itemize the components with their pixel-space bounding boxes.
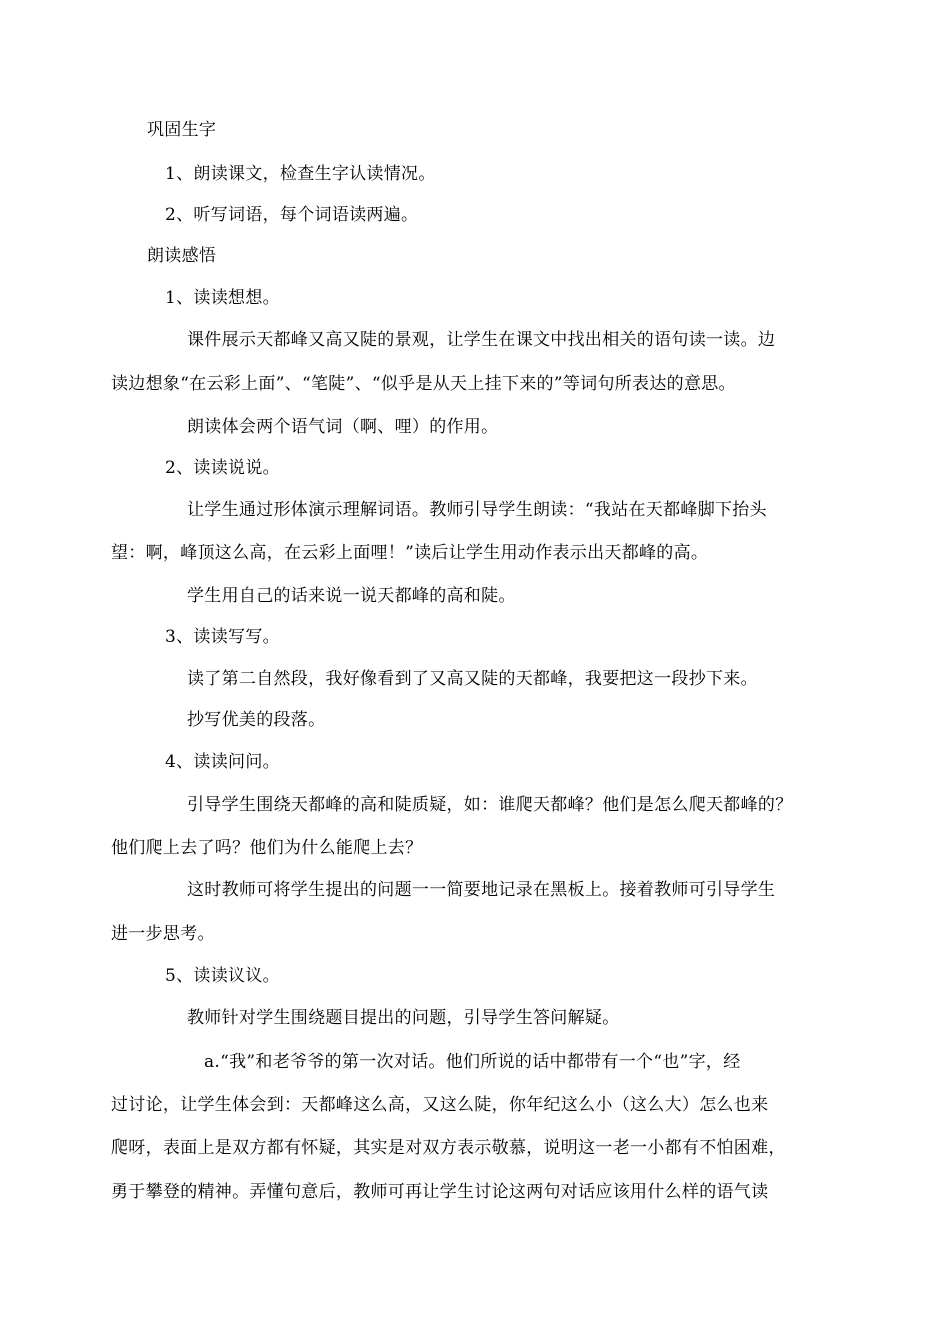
paragraph-line: 学生用自己的话来说一说天都峰的高和陡。 — [187, 586, 516, 606]
paragraph-line: 读边想象“在云彩上面”、“笔陡”、“似乎是从天上挂下来的”等词句所表达的意思。 — [111, 374, 736, 394]
paragraph-line: 这时教师可将学生提出的问题一一简要地记录在黑板上。接着教师可引导学生 — [187, 880, 776, 900]
paragraph-line: 他们爬上去了吗？他们为什么能爬上去？ — [111, 838, 423, 858]
paragraph-line: 引导学生围绕天都峰的高和陡质疑，如：谁爬天都峰？他们是怎么爬天都峰的？ — [187, 795, 793, 815]
list-item: 2、听写词语，每个词语读两遍。 — [165, 205, 419, 225]
paragraph-line: 课件展示天都峰又高又陡的景观，让学生在课文中找出相关的语句读一读。边 — [187, 330, 776, 350]
list-item: 4、读读问问。 — [165, 752, 280, 772]
paragraph-line: 读了第二自然段，我好像看到了又高又陡的天都峰，我要把这一段抄下来。 — [187, 669, 758, 689]
list-item: 5、读读议议。 — [165, 966, 280, 986]
paragraph-line: 过讨论，让学生体会到：天都峰这么高，又这么陡，你年纪这么小（这么大）怎么也来 — [111, 1095, 769, 1115]
paragraph-line: 抄写优美的段落。 — [187, 710, 326, 730]
list-item: 3、读读写写。 — [165, 627, 280, 647]
section-heading: 巩固生字 — [147, 120, 217, 140]
list-item: 2、读读说说。 — [165, 458, 280, 478]
list-item: 1、朗读课文，检查生字认读情况。 — [165, 164, 436, 184]
list-item: 1、读读想想。 — [165, 288, 280, 308]
paragraph-line: 教师针对学生围绕题目提出的问题，引导学生答问解疑。 — [187, 1008, 620, 1028]
section-heading: 朗读感悟 — [147, 246, 217, 266]
paragraph-line: 进一步思考。 — [111, 924, 215, 944]
paragraph-line: 望：啊，峰顶这么高，在云彩上面哩！”读后让学生用动作表示出天都峰的高。 — [111, 543, 709, 563]
paragraph-line: a.“我”和老爷爷的第一次对话。他们所说的话中都带有一个“也”字，经 — [204, 1052, 741, 1072]
paragraph-line: 朗读体会两个语气词（啊、哩）的作用。 — [187, 417, 499, 437]
paragraph-line: 让学生通过形体演示理解词语。教师引导学生朗读：“我站在天都峰脚下抬头 — [187, 500, 767, 520]
paragraph-line: 勇于攀登的精神。弄懂句意后，教师可再让学生讨论这两句对话应该用什么样的语气读 — [111, 1182, 769, 1202]
paragraph-line: 爬呀，表面上是双方都有怀疑，其实是对双方表示敬慕，说明这一老一小都有不怕困难， — [111, 1138, 786, 1158]
